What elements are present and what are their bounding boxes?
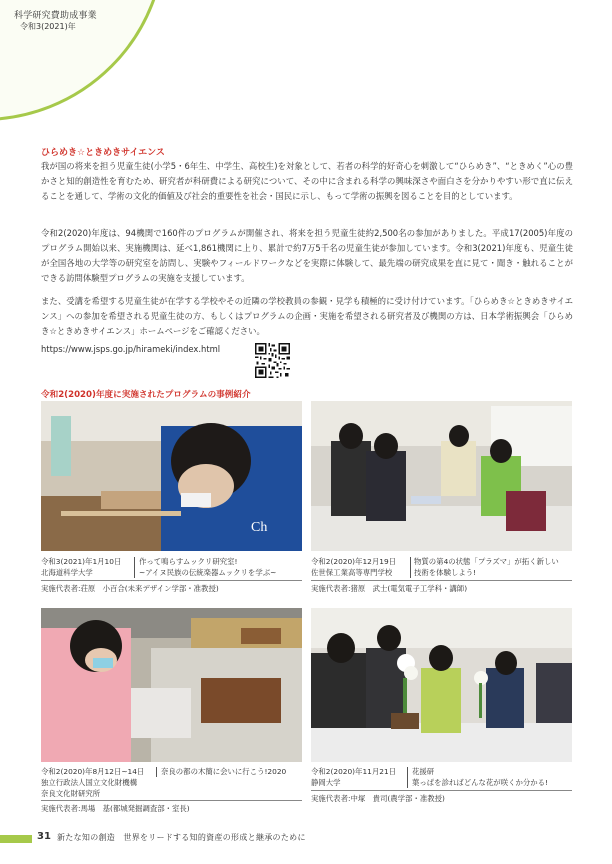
qr-code-icon[interactable] bbox=[255, 343, 290, 378]
caption-4-institution: 静岡大学 bbox=[311, 778, 341, 787]
header-year: 令和3(2021)年 bbox=[20, 22, 76, 31]
caption-2-representative: 実施代表者:猪原 武士(電気電子工学科・講師) bbox=[311, 584, 468, 593]
photo-flower-workshop bbox=[311, 608, 572, 762]
section-title-suffix: ときめきサイエンス bbox=[85, 148, 165, 158]
page-number: 31 bbox=[37, 831, 51, 842]
caption-4-title-line1: 花援研 bbox=[412, 767, 435, 776]
caption-3-institution: 独立行政法人国立文化財機構 bbox=[41, 778, 138, 787]
caption-2-divider bbox=[410, 557, 411, 578]
caption-1-title-line1: 作って鳴らすムックリ研究室! bbox=[139, 557, 238, 566]
header-category: 科学研究費助成事業 bbox=[14, 11, 97, 21]
caption-3-institution-line2: 奈良文化財研究所 bbox=[41, 789, 101, 798]
caption-4-representative: 実施代表者:中塚 貴司(農学部・准教授) bbox=[311, 794, 445, 803]
caption-1-rule bbox=[41, 580, 302, 581]
caption-1-date: 令和3(2021)年1月10日 bbox=[41, 557, 122, 566]
caption-3-rule bbox=[41, 800, 302, 801]
caption-4-title-line2: 葉っぱを診ればどんな花が咲くか分かる! bbox=[412, 778, 548, 787]
footer-tagline: 新たな知の創造 世界をリードする知的資産の形成と継承のために bbox=[57, 833, 306, 842]
program-url-link[interactable]: https://www.jsps.go.jp/hirameki/index.html bbox=[41, 344, 221, 354]
caption-3-divider bbox=[156, 767, 157, 777]
stats-paragraph: 令和2(2020)年度は、94機関で160件のプログラムが開催され、将来を担う児童生徒約2,500名の参加がありました。平成17(2005)年度のプログラム開始以来、実施機関は、延べ1,861機関に上り、累計で約7万5千名の児童生徒が参加しています。令和3(2021)年度も、児童生徒が全国各地の大学等の研究室を訪問し、実験やフィールドワークなどを実際に体験して、最先端の研究成果を直に見て・聞き・触れることができる訪問体験型プログラムの実施を支援しています。 bbox=[41, 228, 573, 283]
caption-2-rule bbox=[311, 580, 572, 581]
caption-4-date: 令和2(2020)年11月21日 bbox=[311, 767, 397, 776]
caption-2-title-line2: 技術を体験しよう! bbox=[414, 568, 477, 577]
caption-4-divider bbox=[407, 767, 408, 788]
caption-2-date: 令和2(2020)年12月19日 bbox=[311, 557, 397, 566]
caption-1-title-line2: ~アイヌ民族の伝統楽器ムックリを学ぶ~ bbox=[139, 568, 277, 577]
examples-title: 令和2(2020)年度に実施されたプログラムの事例紹介 bbox=[41, 390, 251, 400]
footer-accent-bar bbox=[0, 835, 32, 843]
participation-paragraph: また、受講を希望する児童生徒が在学する学校やその近隣の学校教員の参観・見学も積極的に受け付けています。「ひらめき☆ときめきサイエンス」への参加を希望される児童生徒の方、もしくはプログラムの企画・実施を希望される研究者及び機関の方は、日本学術振興会「ひらめき☆ときめきサイエンス」ホームページをご確認ください。 bbox=[41, 296, 573, 336]
intro-paragraph: 我が国の将来を担う児童生徒(小学5・6年生、中学生、高校生)を対象として、若者の科学的好奇心を刺激して“ひらめき”、“ときめく”心の豊かさと知的創造性を育むため、研究者が科研費による研究について、その中に含まれる科学の興味深さや面白さを分かりやすい形で直に伝えることを通して、学術の文化的価値及び社会的重要性を社会・国民に示し、もって学術の振興を図ることを目的としています。 bbox=[41, 161, 573, 201]
photo-plasma-workshop bbox=[311, 401, 572, 551]
section-title bbox=[41, 145, 165, 158]
caption-3-title-line1: 奈良の都の木簡に会いに行こう!2020 bbox=[161, 767, 287, 776]
caption-3-date: 令和2(2020)年8月12日~14日 bbox=[41, 767, 145, 776]
svg-text:Ch: Ch bbox=[251, 520, 268, 535]
caption-1-institution: 北海道科学大学 bbox=[41, 568, 93, 577]
star-icon: ☆ bbox=[77, 148, 86, 158]
caption-1-divider bbox=[134, 557, 135, 578]
caption-2-title-line1: 物質の第4の状態「プラズマ」が拓く新しい bbox=[414, 557, 559, 566]
caption-1-representative: 実施代表者:荘原 小百合(未来デザイン学部・准教授) bbox=[41, 584, 219, 593]
photo-mukkuri-workshop bbox=[41, 401, 302, 551]
section-title-prefix: ひらめき bbox=[41, 148, 78, 158]
caption-2-institution: 佐世保工業高等専門学校 bbox=[311, 568, 393, 577]
photo-mokkan-workshop bbox=[41, 608, 302, 762]
caption-3-representative: 実施代表者:馬場 基(都城発掘調査部・室長) bbox=[41, 804, 190, 813]
caption-4-rule bbox=[311, 790, 572, 791]
